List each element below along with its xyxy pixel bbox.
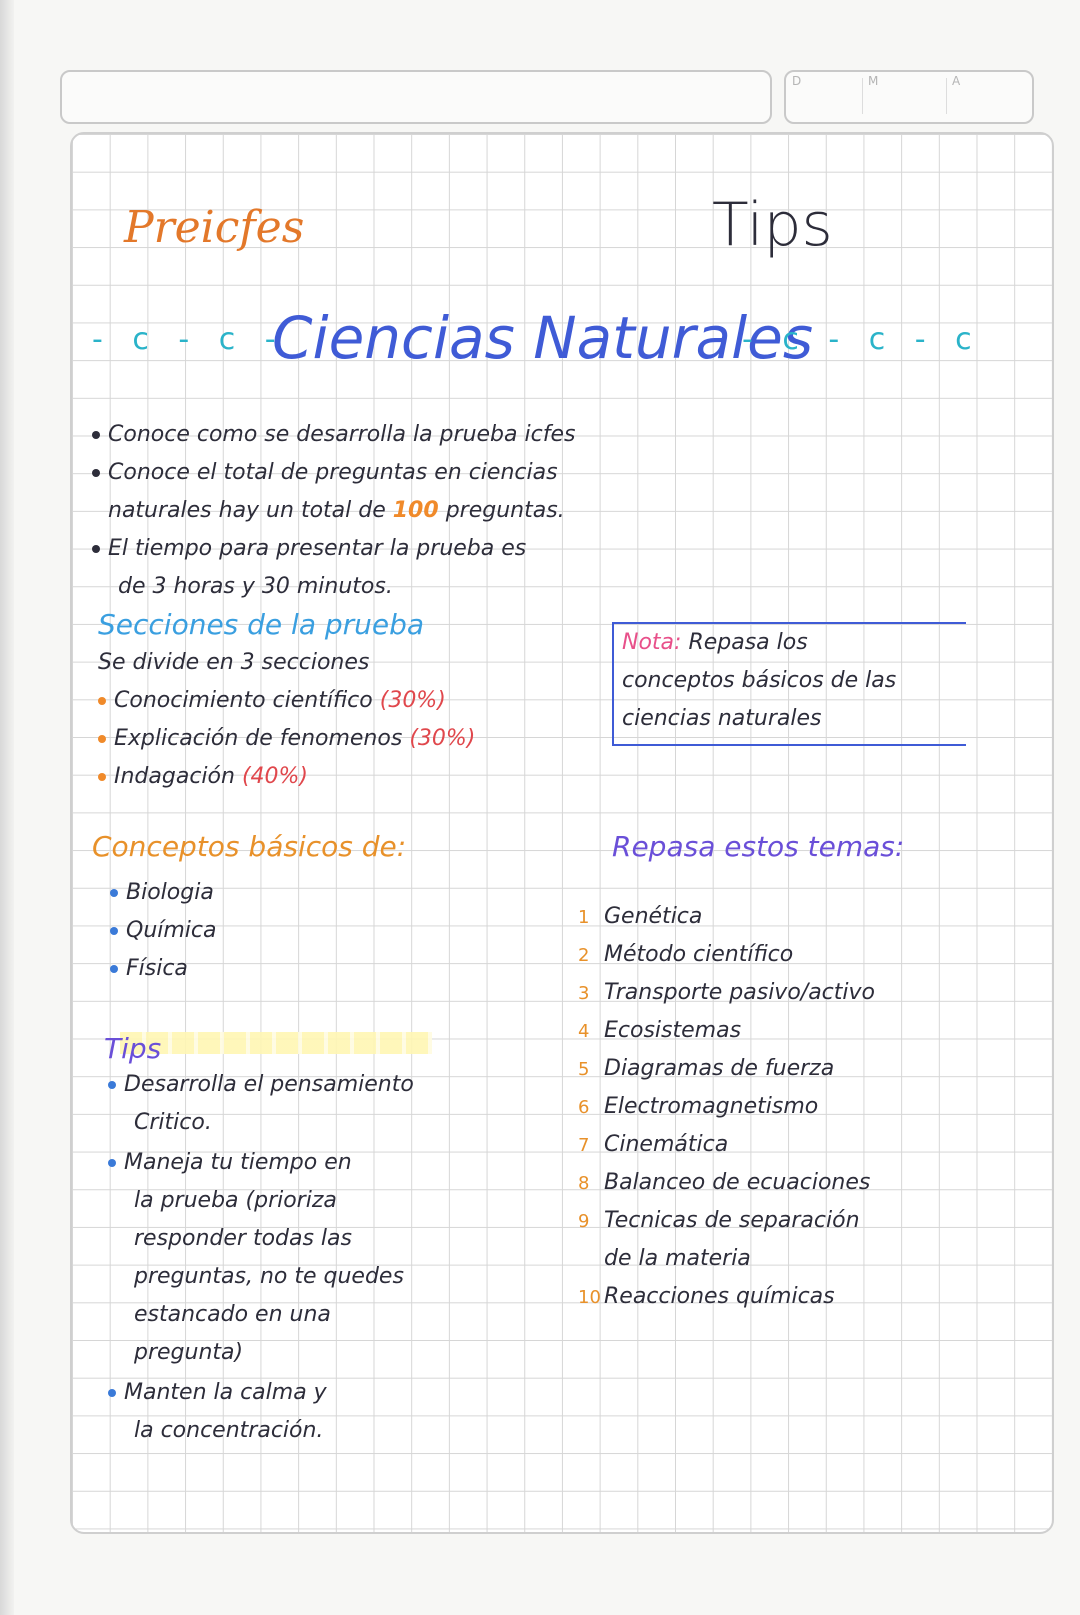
grid-page bbox=[70, 132, 1054, 1534]
review-title: Repasa estos temas: bbox=[612, 830, 905, 863]
section-item: Indagación (40%) bbox=[98, 764, 308, 789]
tip-item-cont: pregunta) bbox=[134, 1340, 244, 1365]
note-box bbox=[612, 622, 966, 746]
tip-item-cont: la concentración. bbox=[134, 1418, 324, 1443]
tips-heading: Tips bbox=[712, 190, 833, 260]
tip-item-cont: responder todas las bbox=[134, 1226, 352, 1251]
tip-item: Desarrolla el pensamiento bbox=[108, 1072, 414, 1097]
intro-line-5: de 3 horas y 30 minutos. bbox=[118, 574, 393, 599]
tips-section-title: Tips bbox=[104, 1032, 162, 1065]
note-line-1: Nota: Repasa los bbox=[622, 630, 808, 655]
review-item: de la materia bbox=[604, 1246, 751, 1271]
review-item: 1 Genética bbox=[578, 904, 703, 929]
date-year-label: A bbox=[952, 74, 961, 88]
section-item: Conocimiento científico (30%) bbox=[98, 688, 446, 713]
intro-line-2: Conoce el total de preguntas en ciencias bbox=[92, 460, 558, 485]
review-item: 2 Método científico bbox=[578, 942, 794, 967]
header-date-box bbox=[784, 70, 1034, 124]
tip-item-cont: la prueba (prioriza bbox=[134, 1188, 337, 1213]
note-line-3: ciencias naturales bbox=[622, 706, 822, 731]
review-item: 9 Tecnicas de separación bbox=[578, 1208, 860, 1233]
date-day-label: D bbox=[792, 74, 802, 88]
tip-item: Manten la calma y bbox=[108, 1380, 327, 1405]
total-questions-value: 100 bbox=[392, 498, 439, 523]
decor-left: - c - c - bbox=[92, 322, 286, 357]
section-item: Explicación de fenomenos (30%) bbox=[98, 726, 475, 751]
review-item: 7 Cinemática bbox=[578, 1132, 729, 1157]
concepts-title: Conceptos básicos de: bbox=[92, 830, 407, 863]
tip-item-cont: estancado en una bbox=[134, 1302, 331, 1327]
intro-line-1: Conoce como se desarrolla la prueba icfes bbox=[92, 422, 575, 447]
page-title: Ciencias Naturales bbox=[272, 304, 814, 372]
brand-heading: Preicfes bbox=[124, 202, 305, 253]
highlight-strip bbox=[120, 1032, 432, 1054]
concept-item: Física bbox=[110, 956, 188, 981]
sections-title: Secciones de la prueba bbox=[98, 608, 425, 641]
note-line-2: conceptos básicos de las bbox=[622, 668, 897, 693]
page-shadow bbox=[0, 0, 14, 1615]
concept-item: Química bbox=[110, 918, 217, 943]
sections-subtitle: Se divide en 3 secciones bbox=[98, 650, 370, 675]
review-item: 3 Transporte pasivo/activo bbox=[578, 980, 875, 1005]
intro-line-4: El tiempo para presentar la prueba es bbox=[92, 536, 526, 561]
decor-right: - c - c - c bbox=[742, 322, 982, 357]
intro-line-3: naturales hay un total de 100 preguntas. bbox=[108, 498, 565, 523]
tip-item-cont: preguntas, no te quedes bbox=[134, 1264, 404, 1289]
review-item: 8 Balanceo de ecuaciones bbox=[578, 1170, 871, 1195]
concept-item: Biologia bbox=[110, 880, 214, 905]
tip-item: Maneja tu tiempo en bbox=[108, 1150, 352, 1175]
header-title-box bbox=[60, 70, 772, 124]
tip-item-cont: Critico. bbox=[134, 1110, 212, 1135]
review-item: 6 Electromagnetismo bbox=[578, 1094, 819, 1119]
date-month-label: M bbox=[868, 74, 879, 88]
review-item: 10 Reacciones químicas bbox=[578, 1284, 835, 1309]
review-item: 5 Diagramas de fuerza bbox=[578, 1056, 835, 1081]
review-item: 4 Ecosistemas bbox=[578, 1018, 742, 1043]
